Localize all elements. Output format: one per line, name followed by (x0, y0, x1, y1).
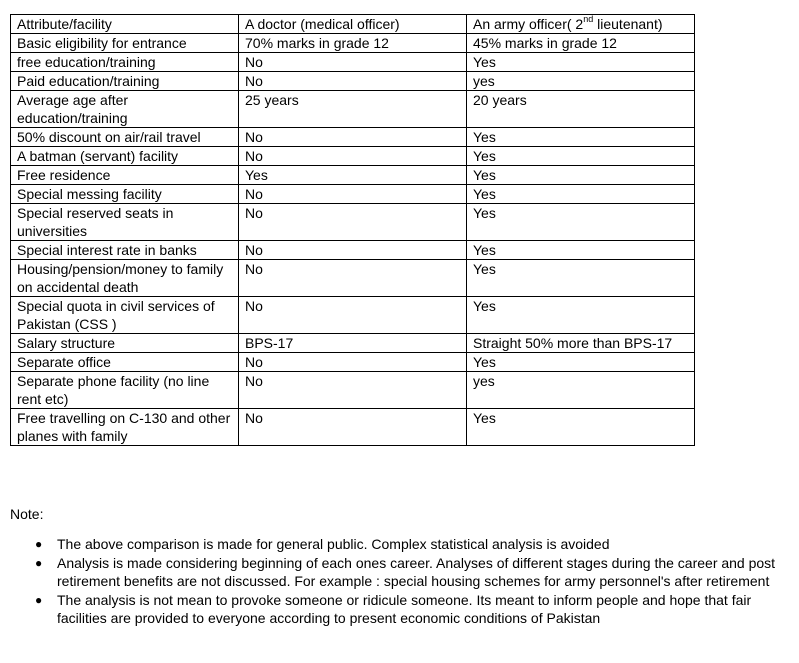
header-army-suffix: lieutenant) (593, 16, 663, 32)
cell-attribute: Housing/pension/money to family on accidental death (11, 260, 239, 297)
cell-army: yes (467, 372, 695, 409)
cell-doctor: No (239, 72, 467, 91)
bullet-icon: ● (35, 556, 43, 570)
cell-attribute: Separate phone facility (no line rent etc) (11, 372, 239, 409)
bullet-icon: ● (35, 593, 43, 607)
cell-attribute: Special interest rate in banks (11, 241, 239, 260)
cell-attribute: free education/training (11, 53, 239, 72)
cell-attribute: Special quota in civil services of Pakistan (CSS ) (11, 297, 239, 334)
cell-doctor: No (239, 409, 467, 446)
cell-doctor: No (239, 128, 467, 147)
cell-doctor: BPS-17 (239, 334, 467, 353)
cell-army: Yes (467, 166, 695, 185)
cell-army: Yes (467, 185, 695, 204)
cell-attribute: Average age after education/training (11, 91, 239, 128)
notes-list (0, 535, 780, 628)
table-row (11, 147, 695, 166)
cell-army: Yes (467, 297, 695, 334)
cell-doctor: No (239, 297, 467, 334)
cell-army: 45% marks in grade 12 (467, 34, 695, 53)
header-army (467, 15, 695, 34)
cell-doctor: Yes (239, 166, 467, 185)
table-row (11, 185, 695, 204)
note-item (35, 535, 780, 553)
cell-doctor: No (239, 353, 467, 372)
note-item (35, 591, 780, 627)
cell-attribute: Free travelling on C-130 and other planes with family (11, 409, 239, 446)
table-row (11, 334, 695, 353)
cell-army: Yes (467, 147, 695, 166)
cell-doctor: No (239, 185, 467, 204)
cell-army: Yes (467, 409, 695, 446)
table-row (11, 353, 695, 372)
cell-army: Yes (467, 204, 695, 241)
cell-attribute: Special messing facility (11, 185, 239, 204)
header-doctor: A doctor (medical officer) (239, 15, 467, 34)
table-row (11, 72, 695, 91)
note-item (35, 554, 780, 590)
note-text: The above comparison is made for general public. Complex statistical analysis is avoided (57, 536, 610, 552)
table-header-row (11, 15, 695, 34)
cell-attribute: Separate office (11, 353, 239, 372)
cell-doctor: No (239, 204, 467, 241)
cell-army: Straight 50% more than BPS-17 (467, 334, 695, 353)
note-text: Analysis is made considering beginning of each ones career. Analyses of different stages during the career and post retirement benefits are not discussed. For example : special housing schemes for army personnel's after retirement (57, 555, 776, 589)
table-row (11, 204, 695, 241)
table-row (11, 241, 695, 260)
cell-army: yes (467, 72, 695, 91)
table-row (11, 260, 695, 297)
table-row (11, 53, 695, 72)
table-row (11, 128, 695, 147)
header-attribute: Attribute/facility (11, 15, 239, 34)
cell-army: Yes (467, 241, 695, 260)
cell-attribute: Basic eligibility for entrance (11, 34, 239, 53)
header-army-sup: nd (583, 14, 594, 25)
bullet-icon: ● (35, 537, 43, 551)
cell-attribute: 50% discount on air/rail travel (11, 128, 239, 147)
cell-doctor: No (239, 241, 467, 260)
cell-army: 20 years (467, 91, 695, 128)
cell-army: Yes (467, 353, 695, 372)
table-row (11, 91, 695, 128)
table-row (11, 34, 695, 53)
cell-army: Yes (467, 128, 695, 147)
comparison-table (10, 14, 695, 446)
cell-doctor: No (239, 372, 467, 409)
cell-doctor: No (239, 147, 467, 166)
header-army-prefix: An army officer( 2 (473, 16, 584, 32)
table-row (11, 297, 695, 334)
cell-army: Yes (467, 53, 695, 72)
cell-attribute: Salary structure (11, 334, 239, 353)
cell-attribute: Special reserved seats in universities (11, 204, 239, 241)
table-row (11, 409, 695, 446)
table-row (11, 166, 695, 185)
cell-doctor: 25 years (239, 91, 467, 128)
cell-army: Yes (467, 260, 695, 297)
cell-doctor: 70% marks in grade 12 (239, 34, 467, 53)
cell-attribute: Free residence (11, 166, 239, 185)
note-text: The analysis is not mean to provoke someone or ridicule someone. Its meant to inform people and hope that fair facilities are provided to everyone according to present economic conditions of Pakistan (57, 592, 752, 626)
table-row (11, 372, 695, 409)
cell-doctor: No (239, 53, 467, 72)
note-label: Note: (10, 506, 44, 522)
cell-attribute: A batman (servant) facility (11, 147, 239, 166)
cell-attribute: Paid education/training (11, 72, 239, 91)
cell-doctor: No (239, 260, 467, 297)
